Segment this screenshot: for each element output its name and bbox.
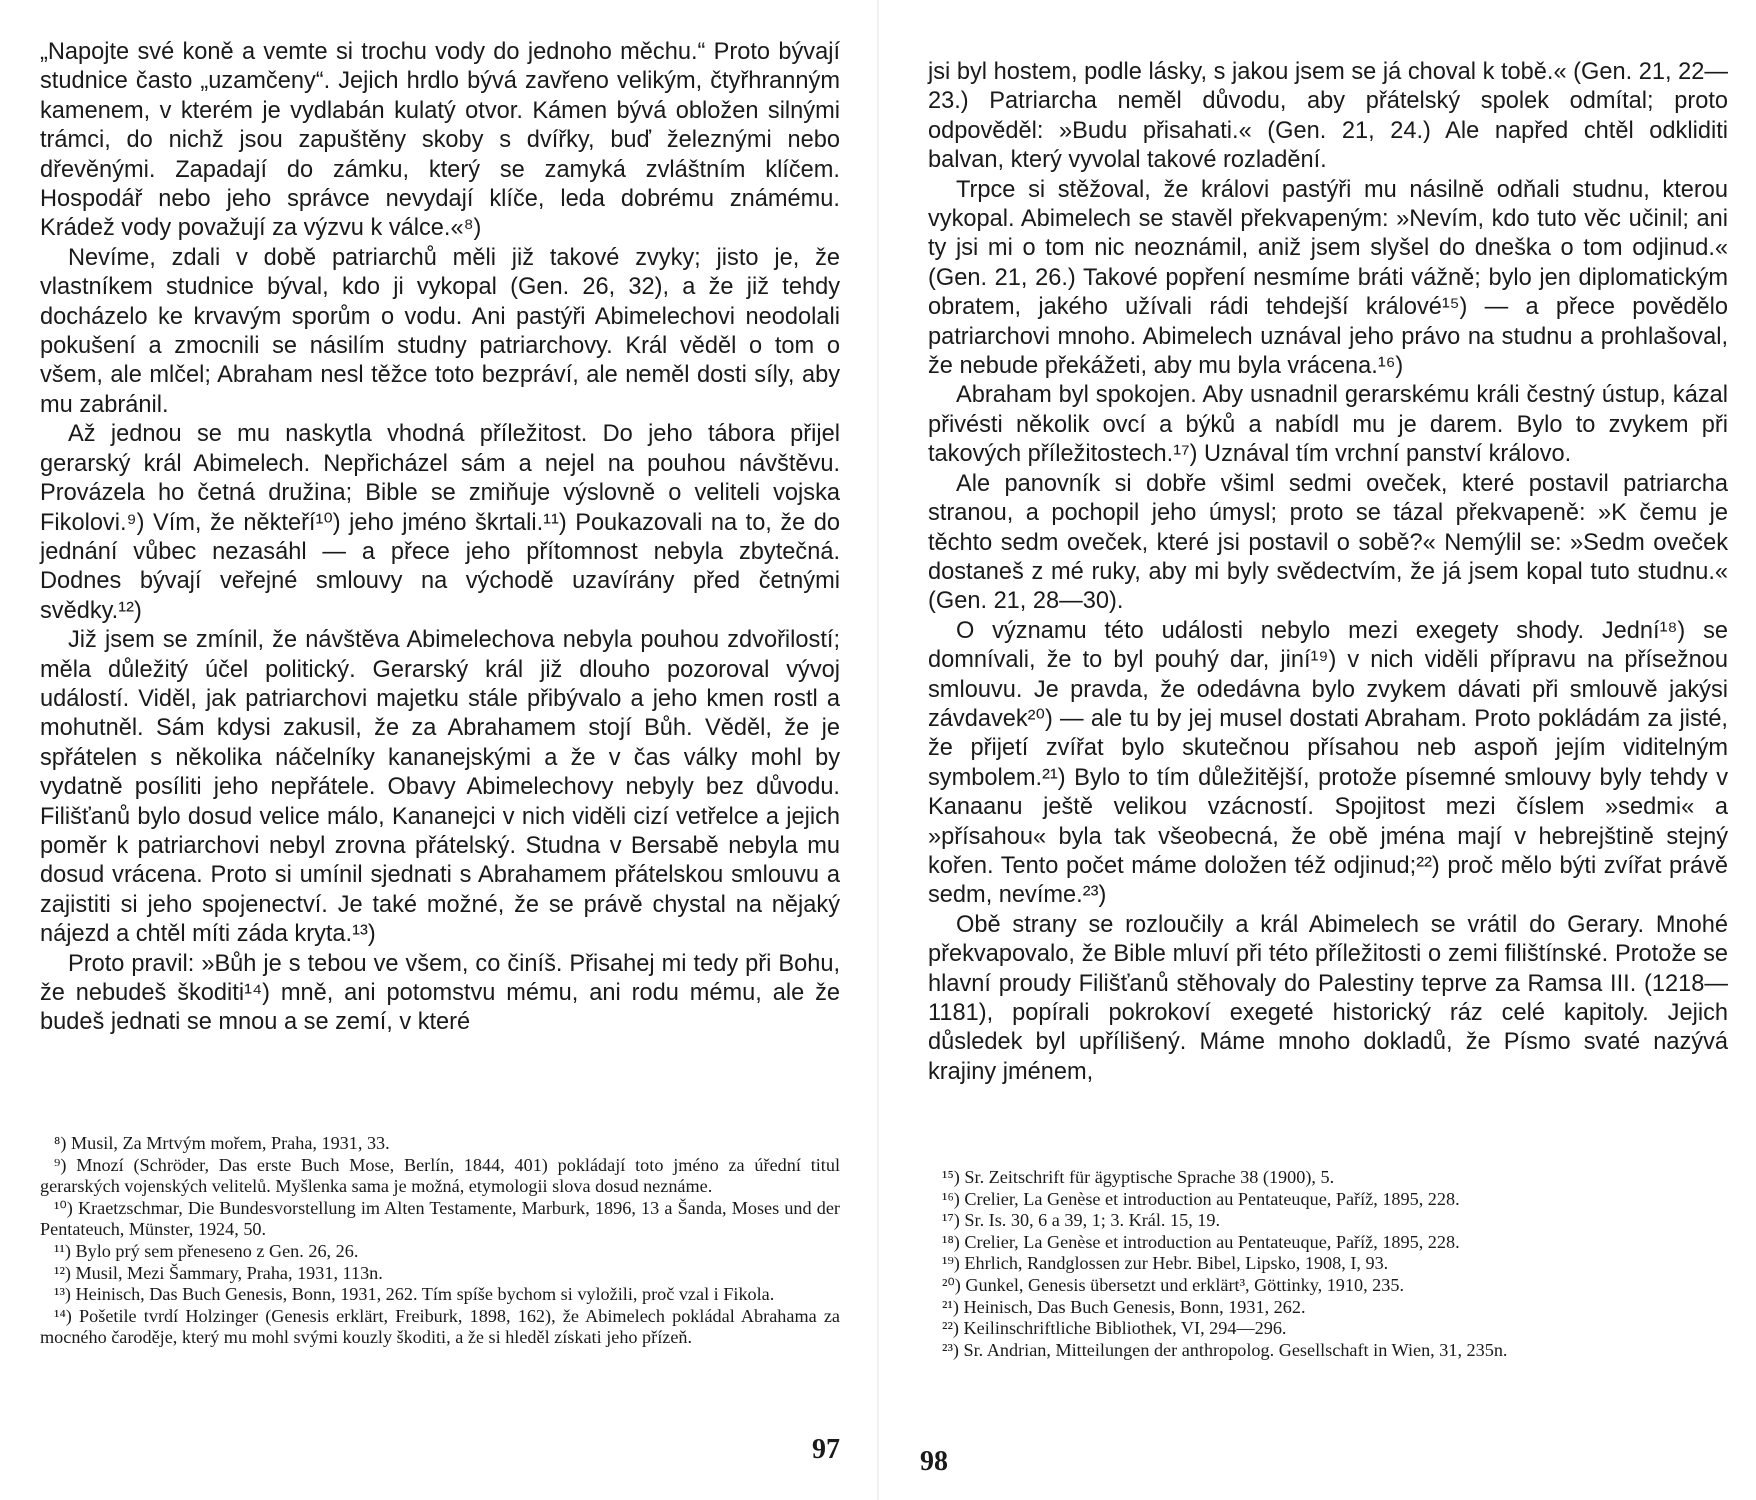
footnote: ¹⁸) Crelier, La Genèse et introduction au Pentateuque, Paříž, 1895, 228. (942, 1231, 1460, 1252)
left-body-text (40, 38, 840, 1038)
footnote: ¹⁶) Crelier, La Genèse et introduction au Pentateuque, Paříž, 1895, 228. (942, 1188, 1460, 1209)
paragraph: Ale panovník si dobře všiml sedmi oveček, které postavil patriarcha stranou, a pochopil jeho úmysl; proto se tázal překvapeně: »K čemu je těchto sedm oveček, které jsi postavil o sobě?« Nemýlil se: »Sedm oveček dostaneš z mé ruky, aby mi byly svědectvím, že já jsem kopal tuto studnu.« (Gen. 21, 28—30). (928, 470, 1728, 615)
page-number: 98 (920, 1446, 948, 1477)
right-footnotes (928, 1167, 1728, 1361)
paragraph: Proto pravil: »Bůh je s tebou ve všem, co činíš. Přisahej mi tedy při Bohu, že nebudeš škoditi¹⁴) mně, ani potomstvu mému, ani rodu mému, ale že budeš jednati se mnou a se zemí, v které (40, 950, 840, 1036)
footnote: ²¹) Heinisch, Das Buch Genesis, Bonn, 1931, 262. (942, 1296, 1306, 1317)
paragraph: Trpce si stěžoval, že královi pastýři mu násilně odňali studnu, kterou vykopal. Abimelech se stavěl překvapeným: »Nevím, kdo tuto věc učinil; ani ty jsi mi o tom nic neoznámil, aniž jsem slyšel do dneška o tom odjinud.« (Gen. 21, 26.) Takové popření nesmíme bráti vážně; bylo jen diplomatickým obratem, jakého užívali rádi tehdejší králové¹⁵) — a přece povědělo patriarchovi mnoho. Abimelech uznával jeho právo na studnu a prohlašoval, že nebude překážeti, aby mu byla vrácena.¹⁶) (928, 176, 1728, 380)
paragraph: Až jednou se mu naskytla vhodná příležitost. Do jeho tábora přijel gerarský král Abimelech. Nepřicházel sám a nejel na pouhou návštěvu. Provázela ho četná družina; Bible se zmiňuje výslovně o veliteli vojska Fikolovi.⁹) Vím, že někteří¹⁰) jeho jméno škrtali.¹¹) Poukazovali na to, že do jednání vůbec nezasáhl — a přece jeho přítomnost nebyla zbytečná. Dodnes bývají veřejné smlouvy na východě uzavírány před četnými svědky.¹²) (40, 421, 840, 624)
paragraph: O významu této události nebylo mezi exegety shody. Jední¹⁸) se domnívali, že to byl pouhý dar, jiní¹⁹) v nich viděli přípravu na přísežnou smlouvu. Je pravda, že odedávna bylo zvykem dávati při smlouvě jakýsi závdavek²⁰) — ale tu by jej musel dostati Abraham. Proto pokládám za jisté, že přijetí zvířat bylo skutečnou přísahou neb aspoň jejím viditelným symbolem.²¹) Bylo to tím důležitější, protože písemné smlouvy byly tehdy v Kanaanu ještě velikou vzácností. Spojitost mezi číslem »sedmi« a »přísahou« byla tak všeobecná, že obě jména mají v hebrejštině stejný kořen. Tento počet máme doložen též odjinud;²²) proč mělo býti zvířat právě sedm, nevíme.²³) (928, 617, 1728, 909)
page-number: 97 (812, 1434, 840, 1465)
footnote: ⁸) Musil, Za Mrtvým mořem, Praha, 1931, 33. (54, 1133, 390, 1153)
paragraph: Nevíme, zdali v době patriarchů měli již takové zvyky; jisto je, že vlastníkem studnice býval, kdo ji vykopal (Gen. 26, 32), a že již tehdy docházelo ke krvavým sporům o vodu. Ani pastýři Abimelechovi neodolali pokušení a zmocnili se násilím studny patriarchovy. Král věděl o tom o všem, ale mlčel; Abraham nesl těžce toto bezpráví, ale neměl dosti síly, aby mu zabránil. (40, 244, 840, 418)
footnote: ²²) Keilinschriftliche Bibliothek, VI, 294—296. (942, 1318, 1287, 1339)
paragraph: Obě strany se rozloučily a král Abimelech se vrátil do Gerary. Mnohé překvapovalo, že Bible mluví při této příležitosti o zemi filištínské. Protože se hlavní proudy Filišťanů stěhovaly do Palestiny teprve za Ramsa III. (1218—1181), popírali pokrokoví exegeté historický ráz celé kapitoly. Jejich důsledek byl upřílišený. Máme mnoho dokladů, že Písmo svaté nazývá krajiny jménem, (928, 911, 1728, 1085)
footnote: ¹⁴) Pošetile tvrdí Holzinger (Genesis erklärt, Freiburk, 1898, 162), že Abimelech pokládal Abrahama za mocného čaroděje, který mu mohl svými kouzly škoditi, a že si hleděl získati jeho přízeň. (40, 1305, 840, 1348)
footnote: ¹¹) Bylo prý sem přeneseno z Gen. 26, 26. (54, 1240, 359, 1261)
footnote: ¹²) Musil, Mezi Šammary, Praha, 1931, 113n. (54, 1262, 383, 1283)
right-page (878, 0, 1756, 1500)
footnote: ¹⁰) Kraetzschmar, Die Bundesvorstellung im Alten Testamente, Marburk, 1896, 13 a Šanda, Moses und der Pentateuch, Münster, 1924, 50. (40, 1197, 840, 1240)
paragraph: Abraham byl spokojen. Aby usnadnil gerarskému králi čestný ústup, kázal přivésti několik ovcí a býků a nabídl mu je darem. Bylo to zvykem při takových příležitostech.¹⁷) Uznával tím vrchní panství královo. (928, 382, 1728, 468)
paragraph: „Napojte své koně a vemte si trochu vody do jednoho měchu.“ Proto bývají studnice často „uzamčeny“. Jejich hrdlo bývá zavřeno velikým, čtyřhranným kamenem, v kterém je vydlabán kulatý otvor. Kámen bývá obložen silnými trámci, do nichž jsou zapuštěny skoby s dvířky, buď železnými nebo dřevěnými. Zapadají do zámku, který se zamyká zvláštním klíčem. Hospodář nebo jeho správce nevydají klíče, leda dobrému známému. Krádež vody považují za výzvu k válce.«⁸) (40, 39, 840, 242)
paragraph: Již jsem se zmínil, že návštěva Abimelechova nebyla pouhou zdvořilostí; měla důležitý účel politický. Gerarský král již dlouho pozoroval vývoj událostí. Viděl, jak patriarchovi majetku stále přibývalo a jeho kmen rostl a mohutněl. Sám kdysi zakusil, že za Abrahamem stojí Bůh. Věděl, že je spřátelen s několika náčelníky kananejskými a že v čas války mohl by vydatně posíliti jeho nepřátele. Obavy Abimelechovy nebyly bez důvodu. Filišťanů bylo dosud velice málo, Kananejci v nich viděli cizí vetřelce a jejich poměr k patriarchovi nebyl zrovna přátelský. Studna v Bersabě nebyla mu dosud vrácena. Proto si umínil sjednati s Abrahamem přátelskou smlouvu a zajistiti si jeho spojenectví. Je také možné, že se právě chystal na nějaký nájezd a chtěl míti záda kryta.¹³) (40, 627, 840, 948)
footnote: ²³) Sr. Andrian, Mitteilungen der anthropolog. Gesellschaft in Wien, 31, 235n. (942, 1339, 1508, 1360)
paragraph: jsi byl hostem, podle lásky, s jakou jsem se já choval k tobě.« (Gen. 21, 22—23.) Patriarcha neměl důvodu, aby přátelský spolek odmítal; proto odpověděl: »Budu přisahati.« (Gen. 21, 24.) Ale napřed chtěl odkliditi balvan, který vyvolal takové rozladění. (928, 59, 1728, 174)
footnote: ²⁰) Gunkel, Genesis übersetzt und erklärt³, Göttinky, 1910, 235. (942, 1274, 1405, 1295)
footnote: ¹⁹) Ehrlich, Randglossen zur Hebr. Bibel, Lipsko, 1908, I, 93. (942, 1253, 1389, 1274)
footnote: ¹³) Heinisch, Das Buch Genesis, Bonn, 1931, 262. Tím spíše bychom si vyložili, proč vzal i Fikola. (54, 1284, 775, 1305)
right-body-text (928, 58, 1728, 1087)
left-footnotes (40, 1133, 840, 1349)
footnote: ¹⁷) Sr. Is. 30, 6 a 39, 1; 3. Král. 15, 19. (942, 1210, 1221, 1231)
footnote: ¹⁵) Sr. Zeitschrift für ägyptische Sprache 38 (1900), 5. (942, 1167, 1335, 1187)
footnote: ⁹) Mnozí (Schröder, Das erste Buch Mose, Berlín, 1844, 401) pokládají toto jméno za úřední titul gerarských vojenských velitelů. Myšlenka sama je možná, etymologii slova dosud neznáme. (40, 1154, 840, 1197)
